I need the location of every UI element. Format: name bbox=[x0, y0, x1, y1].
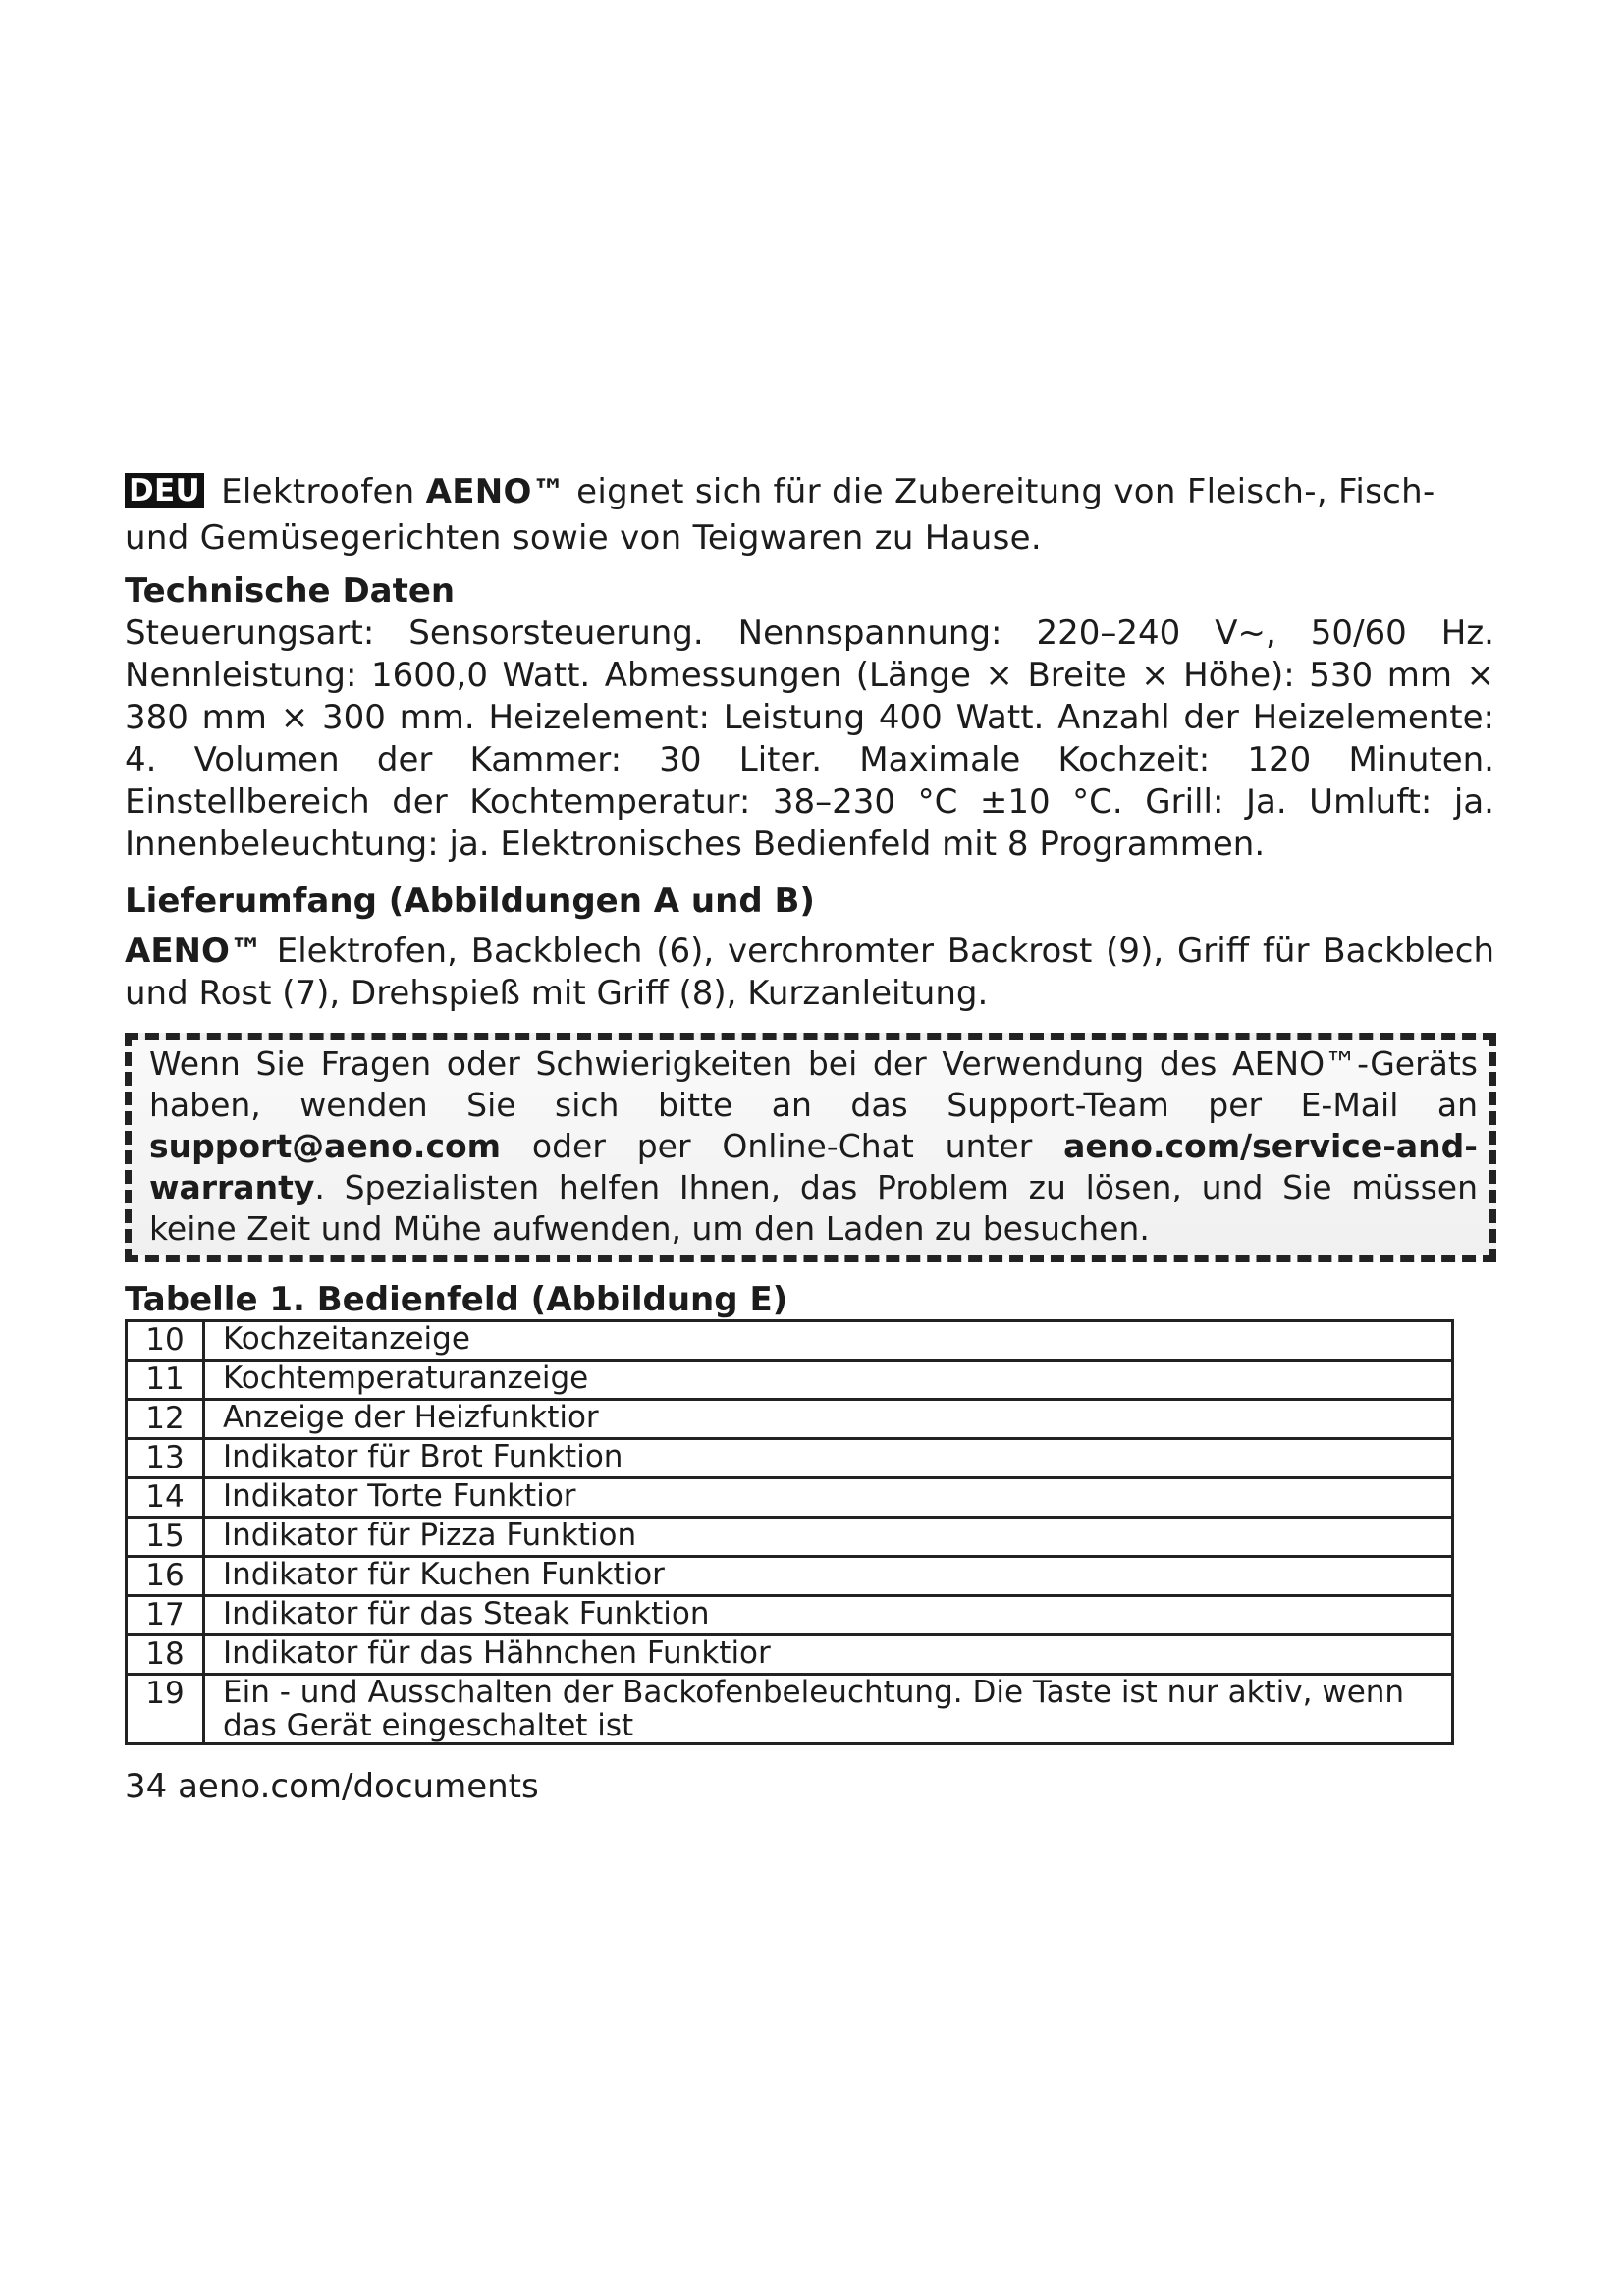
document-page bbox=[125, 469, 1499, 1806]
table-row bbox=[127, 1361, 1453, 1400]
row-description: Kochzeitanzeige bbox=[204, 1321, 1453, 1361]
intro-text-after: eignet sich für die Zubereitung von Fleisch-, Fisch- und Gemüsegerichten sowie von Teigwaren zu Hause. bbox=[125, 472, 1435, 558]
page-footer bbox=[125, 1767, 1499, 1806]
footer-url[interactable]: aeno.com/documents bbox=[178, 1767, 539, 1806]
technical-text: Steuerungsart: Sensorsteuerung. Nennspannung: 220–240 V~, 50/60 Hz. Nennleistung: 1600,0 Watt. Abmessungen (Länge × Breite × Höhe): 530 mm × 380 mm × 300 mm. Heizelement: Leistung 400 Watt. Anzahl der Heizelemente: 4. Volumen der Kammer: 30 Liter. Maximale Kochzeit: 120 Minuten. Einstellbereich der Kochtemperatur: 38–230 °C ±10 °C. Grill: Ja. Umluft: ja. Innenbeleuchtung: ja. Elektronisches Bedienfeld mit 8 Programmen. bbox=[125, 614, 1494, 864]
row-number: 15 bbox=[127, 1518, 204, 1557]
row-number: 14 bbox=[127, 1478, 204, 1518]
row-number: 19 bbox=[127, 1675, 204, 1744]
intro-text-before: Elektroofen bbox=[221, 472, 415, 511]
support-email-link[interactable]: support@aeno.com bbox=[149, 1127, 502, 1165]
support-text-2: oder per Online-Chat unter bbox=[531, 1127, 1033, 1165]
page-number: 34 bbox=[125, 1767, 168, 1806]
delivery-text: Elektrofen, Backblech (6), verchromter Backrost (9), Griff für Backblech und Rost (7), Drehspieß mit Griff (8), Kurzanleitung. bbox=[125, 932, 1495, 1013]
row-description: Indikator für das Hähnchen Funktior bbox=[204, 1635, 1453, 1675]
row-description: Indikator für Kuchen Funktior bbox=[204, 1557, 1453, 1596]
table-row bbox=[127, 1439, 1453, 1478]
row-description: Kochtemperaturanzeige bbox=[204, 1361, 1453, 1400]
control-panel-table bbox=[125, 1319, 1454, 1745]
intro-paragraph bbox=[125, 469, 1470, 561]
table-row bbox=[127, 1635, 1453, 1675]
row-number: 12 bbox=[127, 1400, 204, 1439]
row-description: Indikator für Pizza Funktion bbox=[204, 1518, 1453, 1557]
delivery-heading: Lieferumfang (Abbildungen A und B) bbox=[125, 881, 815, 921]
support-text-3: . Spezialisten helfen Ihnen, das Problem zu lösen, und Sie müssen keine Zeit und Mühe aufwenden, um den Laden zu besuchen. bbox=[149, 1168, 1478, 1248]
table-row bbox=[127, 1400, 1453, 1439]
delivery-paragraph bbox=[125, 931, 1494, 1015]
table-row bbox=[127, 1321, 1453, 1361]
support-notice-box bbox=[125, 1033, 1496, 1262]
table-row bbox=[127, 1596, 1453, 1635]
row-number: 16 bbox=[127, 1557, 204, 1596]
language-badge: DEU bbox=[125, 473, 204, 508]
delivery-brand: AENO™ bbox=[125, 932, 263, 971]
row-number: 18 bbox=[127, 1635, 204, 1675]
table-row bbox=[127, 1518, 1453, 1557]
support-web-link[interactable]: aeno.com/service-and-warranty bbox=[149, 1127, 1478, 1206]
row-number: 11 bbox=[127, 1361, 204, 1400]
row-description: Indikator für das Steak Funktion bbox=[204, 1596, 1453, 1635]
support-notice-text bbox=[149, 1043, 1478, 1250]
intro-brand: AENO™ bbox=[425, 472, 567, 511]
row-number: 13 bbox=[127, 1439, 204, 1478]
table-row bbox=[127, 1478, 1453, 1518]
technical-heading: Technische Daten bbox=[125, 571, 456, 611]
row-number: 17 bbox=[127, 1596, 204, 1635]
row-description: Indikator für Brot Funktion bbox=[204, 1439, 1453, 1478]
table-title: Tabelle 1. Bedienfeld (Abbildung E) bbox=[125, 1280, 788, 1319]
row-number: 10 bbox=[127, 1321, 204, 1361]
support-text-1: Wenn Sie Fragen oder Schwierigkeiten bei der Verwendung des AENO™-Geräts haben, wenden Sie sich bitte an das Support-Team per E-Mail an bbox=[149, 1044, 1478, 1124]
row-description: Ein - und Ausschalten der Backofenbeleuchtung. Die Taste ist nur aktiv, wenn das Gerät eingeschaltet ist bbox=[204, 1675, 1453, 1744]
row-description: Indikator Torte Funktior bbox=[204, 1478, 1453, 1518]
table-row bbox=[127, 1675, 1453, 1744]
table-row bbox=[127, 1557, 1453, 1596]
row-description: Anzeige der Heizfunktior bbox=[204, 1400, 1453, 1439]
